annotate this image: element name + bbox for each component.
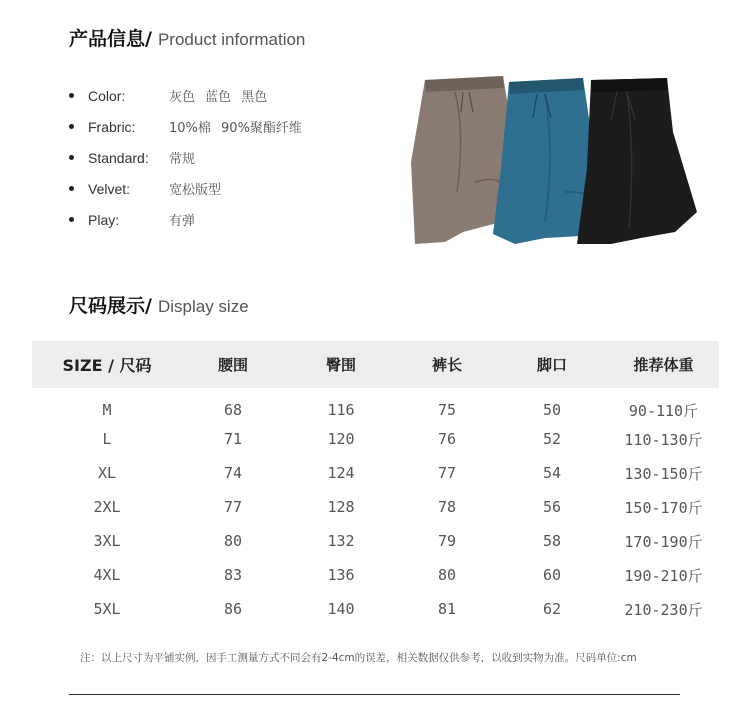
header-recommended-weight: 推荐体重 [633, 356, 694, 374]
display-size-title-en: Display size [157, 297, 249, 316]
table-cell: 71 [223, 430, 243, 448]
table-cell: 52 [542, 430, 562, 448]
table-row [32, 558, 719, 592]
header-size: SIZE / 尺码 [62, 356, 152, 375]
header-leg-opening: 脚口 [536, 356, 567, 374]
display-size-title [69, 291, 249, 318]
info-key: Frabric: [88, 118, 136, 135]
info-key: Color: [88, 87, 126, 104]
table-cell: L [102, 430, 112, 448]
table-cell: 132 [327, 532, 355, 550]
table-cell: 170-190斤 [624, 532, 703, 551]
info-key: Standard: [88, 149, 149, 166]
info-key: Velvet: [88, 180, 131, 197]
info-value: 10%棉 90%聚酯纤维 [169, 121, 302, 136]
table-cell: XL [97, 464, 117, 482]
info-row-velvet [69, 173, 389, 204]
product-info-title-en: Product information [157, 30, 306, 49]
table-cell: 75 [437, 401, 457, 419]
table-row [32, 592, 719, 626]
product-info-list [69, 80, 389, 235]
table-cell: 74 [223, 464, 243, 482]
info-row-standard [69, 142, 389, 173]
table-cell: 4XL [93, 566, 121, 584]
table-cell: 83 [223, 566, 243, 584]
black-shorts-image [577, 78, 697, 244]
header-hip: 臀围 [325, 356, 356, 374]
table-cell: 2XL [93, 498, 121, 516]
table-cell: 136 [327, 566, 355, 584]
bottom-divider [69, 694, 680, 695]
table-cell: 56 [542, 498, 562, 516]
bullet-icon [69, 186, 74, 191]
table-cell: 60 [542, 566, 562, 584]
info-value: 常规 [169, 152, 196, 167]
table-cell: 110-130斤 [624, 430, 703, 449]
table-cell: 54 [542, 464, 562, 482]
header-waist: 腰围 [217, 356, 248, 374]
table-cell: 50 [542, 401, 562, 419]
table-cell: 58 [542, 532, 562, 550]
bullet-icon [69, 93, 74, 98]
size-table-header-row [32, 341, 719, 388]
product-photo [405, 72, 705, 250]
header-length: 裤长 [431, 356, 462, 374]
table-cell: 116 [327, 401, 355, 419]
table-cell: 3XL [93, 532, 121, 550]
table-cell: 77 [223, 498, 243, 516]
table-cell: 90-110斤 [628, 401, 699, 420]
table-cell: 190-210斤 [624, 566, 703, 585]
bullet-icon [69, 124, 74, 129]
size-note: 注：以上尺寸为平铺实例，因手工测量方式不同会有2-4cm的误差，相关数据仅供参考，以收到实物为准。尺码单位:cm [80, 652, 637, 664]
info-value: 有弹 [169, 214, 196, 229]
table-cell: 150-170斤 [624, 498, 703, 517]
size-table-body [32, 388, 719, 626]
title-slash: / [145, 28, 152, 50]
table-cell: 86 [223, 600, 243, 618]
display-size-title-cn: 尺码展示 [69, 295, 146, 317]
table-cell: 80 [437, 566, 457, 584]
table-cell: 5XL [93, 600, 121, 618]
product-info-title [69, 24, 305, 51]
table-cell: 81 [437, 600, 457, 618]
table-cell: 62 [542, 600, 562, 618]
bullet-icon [69, 155, 74, 160]
table-cell: 210-230斤 [624, 600, 703, 619]
bullet-icon [69, 217, 74, 222]
size-table [32, 341, 719, 626]
table-cell: 78 [437, 498, 457, 516]
table-cell: 80 [223, 532, 243, 550]
title-slash: / [145, 295, 152, 317]
info-row-fabric [69, 111, 389, 142]
table-cell: M [102, 401, 112, 419]
table-cell: 79 [437, 532, 457, 550]
table-cell: 140 [327, 600, 355, 618]
product-info-title-cn: 产品信息 [69, 28, 146, 50]
table-cell: 130-150斤 [624, 464, 703, 483]
table-row [32, 422, 719, 456]
table-cell: 77 [437, 464, 457, 482]
table-cell: 76 [437, 430, 457, 448]
table-row [32, 490, 719, 524]
table-cell: 128 [327, 498, 355, 516]
table-row [32, 456, 719, 490]
info-value: 宽松版型 [169, 183, 222, 198]
info-row-color [69, 80, 389, 111]
info-row-play [69, 204, 389, 235]
table-cell: 124 [327, 464, 355, 482]
info-value: 灰色 蓝色 黑色 [169, 90, 268, 105]
table-row [32, 524, 719, 558]
table-cell: 120 [327, 430, 355, 448]
info-key: Play: [88, 211, 120, 228]
table-row [32, 388, 719, 422]
table-cell: 68 [223, 401, 243, 419]
